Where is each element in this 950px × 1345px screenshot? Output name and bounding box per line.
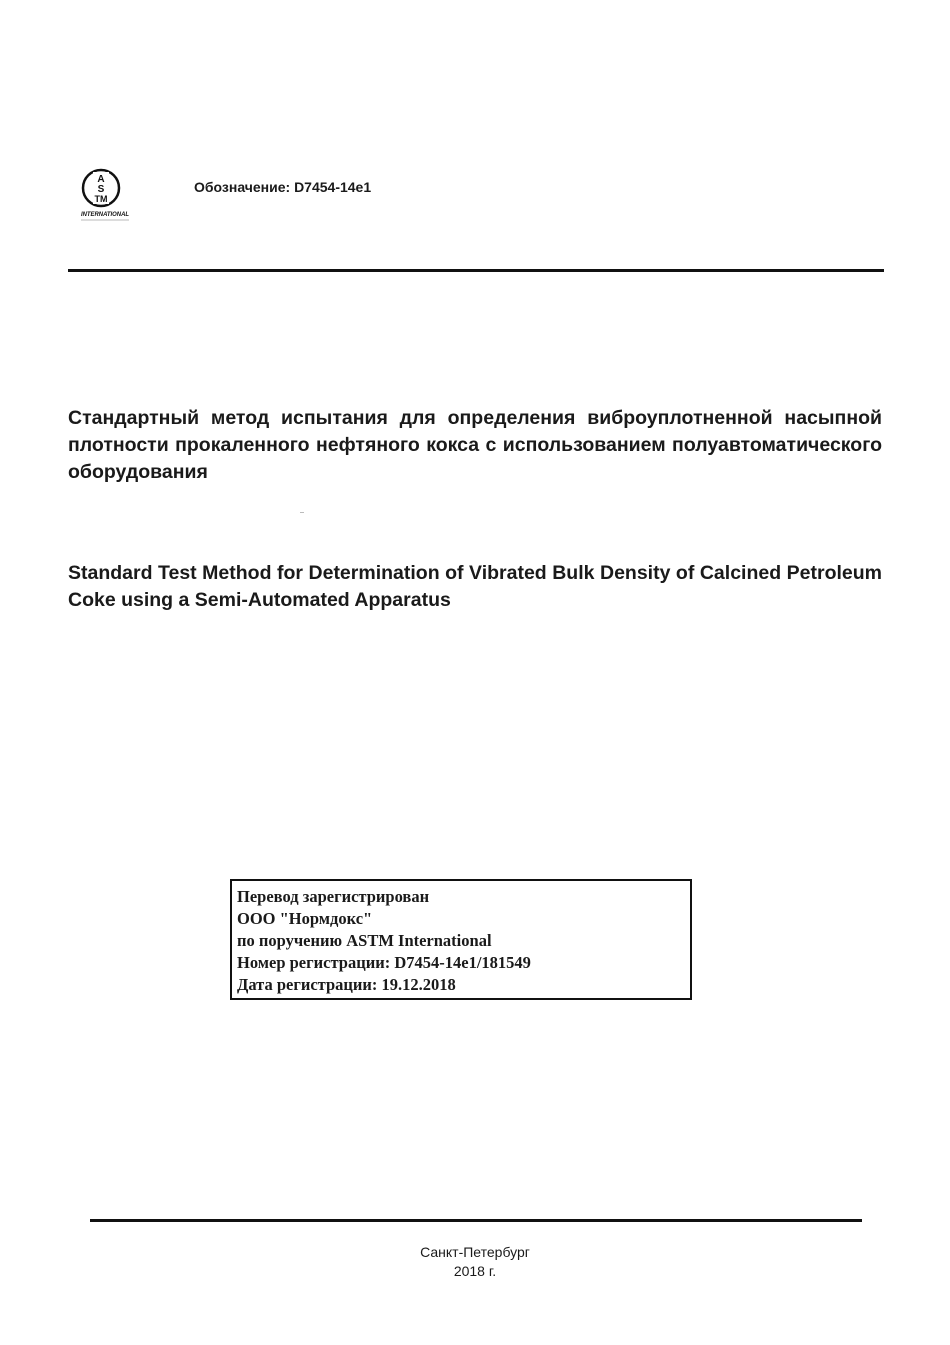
- title-english: Standard Test Method for Determination of Vibrated Bulk Density of Calcined Petroleum Coke using a Semi-Automated Apparatus: [68, 562, 882, 611]
- svg-text:A: A: [97, 174, 105, 185]
- registration-organization: ООО "Нормдокс": [237, 909, 373, 928]
- astm-logo: [79, 166, 131, 222]
- svg-text:S: S: [97, 184, 105, 195]
- footer-year: 2018 г.: [453, 1263, 497, 1279]
- registration-line: по поручению ASTM International: [237, 931, 492, 950]
- svg-text:TM: TM: [94, 194, 108, 204]
- footer-place: [0, 1243, 950, 1281]
- registration-stamp: [230, 879, 692, 1000]
- header-divider: [68, 269, 884, 272]
- registration-line: Перевод зарегистрирован: [237, 887, 430, 906]
- scan-speck: [300, 512, 304, 513]
- registration-number: Номер регистрации: D7454-14e1/181549: [237, 953, 531, 972]
- astm-logo-mark: [83, 170, 119, 206]
- footer-divider: [90, 1219, 862, 1222]
- title-russian: Стандартный метод испытания для определения виброуплотненной насыпной плотности прокаленного нефтяного кокса с использованием полуавтоматического оборудования: [68, 407, 882, 483]
- designation: Обозначение: D7454-14e1: [194, 179, 372, 195]
- footer-city: Санкт-Петербург: [420, 1244, 530, 1260]
- registration-date: Дата регистрации: 19.12.2018: [237, 975, 456, 994]
- astm-logo-subtext: INTERNATIONAL: [81, 211, 130, 218]
